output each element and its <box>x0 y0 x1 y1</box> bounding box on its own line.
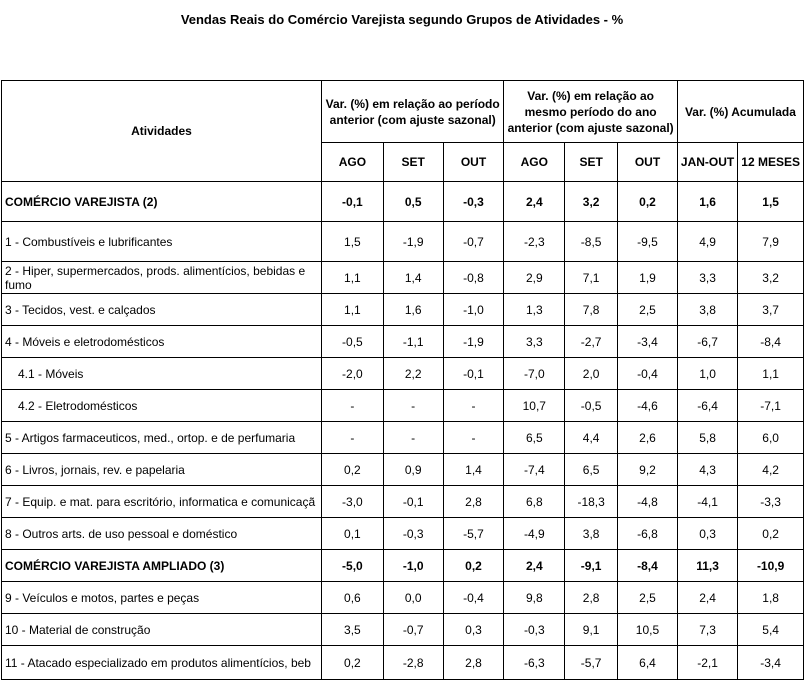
value-cell: 3,8 <box>565 518 618 550</box>
value-cell: 2,9 <box>504 262 565 294</box>
value-cell: - <box>383 390 443 422</box>
value-cell: 2,8 <box>565 582 618 614</box>
value-cell: 0,2 <box>618 182 678 222</box>
value-cell: 0,3 <box>677 518 737 550</box>
value-cell: -0,4 <box>618 358 678 390</box>
row-label: 4.1 - Móveis <box>2 358 322 390</box>
value-cell: 9,2 <box>618 454 678 486</box>
value-cell: -0,3 <box>443 182 504 222</box>
value-cell: -10,9 <box>738 550 804 582</box>
table-row <box>2 222 804 262</box>
value-cell: 1,1 <box>738 358 804 390</box>
subheader-12-meses: 12 MESES <box>738 143 804 182</box>
value-cell: -2,8 <box>383 646 443 680</box>
value-cell: 2,4 <box>677 582 737 614</box>
value-cell: -6,8 <box>618 518 678 550</box>
value-cell: 0,3 <box>443 614 504 646</box>
value-cell: -1,0 <box>443 294 504 326</box>
row-label: 10 - Material de construção <box>2 614 322 646</box>
value-cell: 3,7 <box>738 294 804 326</box>
value-cell: -2,3 <box>504 222 565 262</box>
value-cell: -7,4 <box>504 454 565 486</box>
value-cell: -2,1 <box>677 646 737 680</box>
row-label: 1 - Combustíveis e lubrificantes <box>2 222 322 262</box>
value-cell: - <box>383 422 443 454</box>
value-cell: 1,4 <box>443 454 504 486</box>
value-cell: 0,6 <box>321 582 383 614</box>
value-cell: -5,7 <box>565 646 618 680</box>
value-cell: 1,6 <box>383 294 443 326</box>
value-cell: - <box>443 422 504 454</box>
value-cell: 0,5 <box>383 182 443 222</box>
table-row <box>2 486 804 518</box>
value-cell: -9,1 <box>565 550 618 582</box>
value-cell: 1,3 <box>504 294 565 326</box>
value-cell: 1,5 <box>321 222 383 262</box>
value-cell: 6,8 <box>504 486 565 518</box>
row-label: 6 - Livros, jornais, rev. e papelaria <box>2 454 322 486</box>
value-cell: 0,2 <box>321 646 383 680</box>
subheader-set: SET <box>383 143 443 182</box>
table-row <box>2 454 804 486</box>
value-cell: -8,5 <box>565 222 618 262</box>
value-cell: 4,3 <box>677 454 737 486</box>
value-cell: - <box>321 390 383 422</box>
value-cell: 2,8 <box>443 646 504 680</box>
value-cell: -3,4 <box>618 326 678 358</box>
value-cell: 6,5 <box>565 454 618 486</box>
row-label: 5 - Artigos farmaceuticos, med., ortop. e de perfumaria <box>2 422 322 454</box>
value-cell: 0,2 <box>443 550 504 582</box>
value-cell: 7,1 <box>565 262 618 294</box>
value-cell: -6,7 <box>677 326 737 358</box>
value-cell: 11,3 <box>677 550 737 582</box>
value-cell: 3,5 <box>321 614 383 646</box>
table-row <box>2 646 804 680</box>
row-label: COMÉRCIO VAREJISTA (2) <box>2 182 322 222</box>
value-cell: 2,4 <box>504 182 565 222</box>
value-cell: -18,3 <box>565 486 618 518</box>
value-cell: 6,4 <box>618 646 678 680</box>
value-cell: 1,6 <box>677 182 737 222</box>
value-cell: -0,3 <box>504 614 565 646</box>
value-cell: 4,2 <box>738 454 804 486</box>
subheader-ago: AGO <box>321 143 383 182</box>
value-cell: -9,5 <box>618 222 678 262</box>
value-cell: 3,3 <box>677 262 737 294</box>
value-cell: -7,0 <box>504 358 565 390</box>
value-cell: -0,1 <box>321 182 383 222</box>
value-cell: 0,2 <box>321 454 383 486</box>
value-cell: -0,5 <box>565 390 618 422</box>
value-cell: 0,0 <box>383 582 443 614</box>
value-cell: -0,1 <box>383 486 443 518</box>
value-cell: -1,9 <box>443 326 504 358</box>
value-cell: 2,5 <box>618 294 678 326</box>
value-cell: - <box>321 422 383 454</box>
value-cell: -4,6 <box>618 390 678 422</box>
row-label: 4 - Móveis e eletrodomésticos <box>2 326 322 358</box>
value-cell: 1,4 <box>383 262 443 294</box>
subheader-jan-out: JAN-OUT <box>677 143 737 182</box>
row-label: 8 - Outros arts. de uso pessoal e doméstico <box>2 518 322 550</box>
value-cell: 4,9 <box>677 222 737 262</box>
table-row <box>2 422 804 454</box>
value-cell: -0,3 <box>383 518 443 550</box>
value-cell: 2,0 <box>565 358 618 390</box>
value-cell: 1,8 <box>738 582 804 614</box>
row-label: 2 - Hiper, supermercados, prods. alimentícios, bebidas e fumo <box>2 262 322 294</box>
value-cell: 7,9 <box>738 222 804 262</box>
value-cell: - <box>443 390 504 422</box>
value-cell: 6,0 <box>738 422 804 454</box>
value-cell: -3,0 <box>321 486 383 518</box>
value-cell: -1,0 <box>383 550 443 582</box>
value-cell: 5,8 <box>677 422 737 454</box>
page-title: Vendas Reais do Comércio Varejista segundo Grupos de Atividades - % <box>180 12 624 27</box>
value-cell: 1,1 <box>321 262 383 294</box>
value-cell: 7,8 <box>565 294 618 326</box>
value-cell: -4,8 <box>618 486 678 518</box>
value-cell: -4,1 <box>677 486 737 518</box>
table-row <box>2 358 804 390</box>
row-label: 9 - Veículos e motos, partes e peças <box>2 582 322 614</box>
subheader-out: OUT <box>443 143 504 182</box>
subheader-set: SET <box>565 143 618 182</box>
value-cell: -8,4 <box>618 550 678 582</box>
value-cell: -5,0 <box>321 550 383 582</box>
value-cell: -0,7 <box>443 222 504 262</box>
value-cell: 6,5 <box>504 422 565 454</box>
value-cell: 2,2 <box>383 358 443 390</box>
value-cell: 2,4 <box>504 550 565 582</box>
table-row <box>2 326 804 358</box>
table-row <box>2 262 804 294</box>
value-cell: 0,2 <box>738 518 804 550</box>
value-cell: -0,1 <box>443 358 504 390</box>
value-cell: -0,5 <box>321 326 383 358</box>
row-label: 7 - Equip. e mat. para escritório, informatica e comunicaçã <box>2 486 322 518</box>
subheader-ago: AGO <box>504 143 565 182</box>
value-cell: 9,1 <box>565 614 618 646</box>
value-cell: 3,2 <box>565 182 618 222</box>
value-cell: -4,9 <box>504 518 565 550</box>
row-label: 3 - Tecidos, vest. e calçados <box>2 294 322 326</box>
table-row <box>2 390 804 422</box>
value-cell: 1,9 <box>618 262 678 294</box>
value-cell: 10,5 <box>618 614 678 646</box>
table-row <box>2 182 804 222</box>
sales-table <box>1 80 804 680</box>
value-cell: -1,1 <box>383 326 443 358</box>
value-cell: -5,7 <box>443 518 504 550</box>
value-cell: 0,1 <box>321 518 383 550</box>
value-cell: -3,4 <box>738 646 804 680</box>
value-cell: 7,3 <box>677 614 737 646</box>
value-cell: 1,0 <box>677 358 737 390</box>
value-cell: -8,4 <box>738 326 804 358</box>
value-cell: 3,2 <box>738 262 804 294</box>
value-cell: 0,9 <box>383 454 443 486</box>
value-cell: -6,3 <box>504 646 565 680</box>
value-cell: 9,8 <box>504 582 565 614</box>
table-row <box>2 614 804 646</box>
value-cell: 10,7 <box>504 390 565 422</box>
table-body <box>2 182 804 680</box>
header-atividades: Atividades <box>2 81 322 182</box>
value-cell: 5,4 <box>738 614 804 646</box>
header-group-periodo-anterior: Var. (%) em relação ao período anterior (com ajuste sazonal) <box>321 81 503 143</box>
value-cell: 3,3 <box>504 326 565 358</box>
value-cell: -3,3 <box>738 486 804 518</box>
value-cell: 3,8 <box>677 294 737 326</box>
value-cell: -6,4 <box>677 390 737 422</box>
table-row <box>2 518 804 550</box>
value-cell: -0,4 <box>443 582 504 614</box>
value-cell: 1,5 <box>738 182 804 222</box>
value-cell: 1,1 <box>321 294 383 326</box>
subheader-out: OUT <box>618 143 678 182</box>
value-cell: -7,1 <box>738 390 804 422</box>
value-cell: -2,0 <box>321 358 383 390</box>
value-cell: 2,5 <box>618 582 678 614</box>
value-cell: -0,8 <box>443 262 504 294</box>
value-cell: 2,6 <box>618 422 678 454</box>
value-cell: 4,4 <box>565 422 618 454</box>
value-cell: -0,7 <box>383 614 443 646</box>
header-group-acumulada: Var. (%) Acumulada <box>677 81 803 143</box>
table-row <box>2 294 804 326</box>
row-label: 11 - Atacado especializado em produtos alimentícios, beb <box>2 646 322 680</box>
table-row <box>2 582 804 614</box>
value-cell: 2,8 <box>443 486 504 518</box>
row-label: 4.2 - Eletrodomésticos <box>2 390 322 422</box>
table-row <box>2 550 804 582</box>
value-cell: -2,7 <box>565 326 618 358</box>
value-cell: -1,9 <box>383 222 443 262</box>
header-group-mesmo-periodo: Var. (%) em relação ao mesmo período do ano anterior (com ajuste sazonal) <box>504 81 678 143</box>
row-label: COMÉRCIO VAREJISTA AMPLIADO (3) <box>2 550 322 582</box>
